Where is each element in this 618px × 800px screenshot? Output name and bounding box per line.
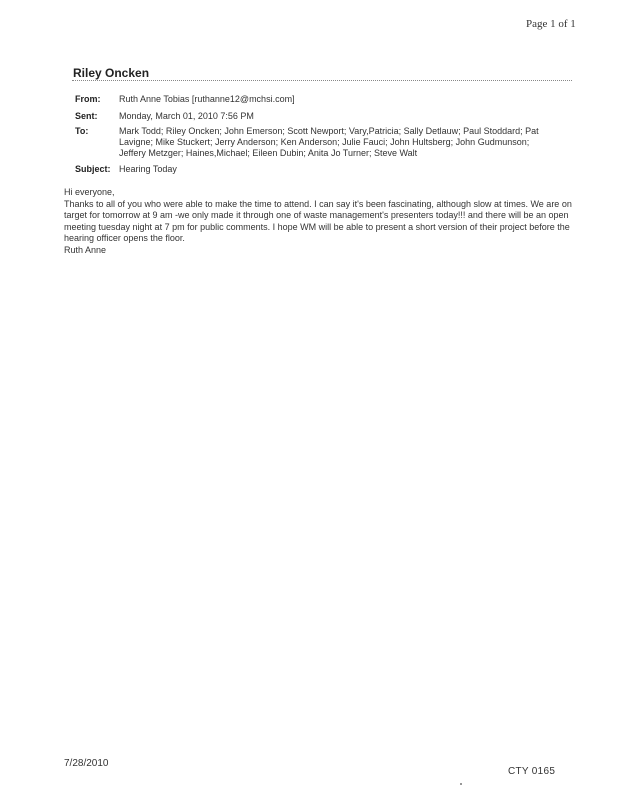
from-label: From:	[75, 94, 101, 104]
message-text: Thanks to all of you who were able to make the time to attend. I can say it's been fascinating, although slow at times. We are on target for tomorrow at 9 am -we only made it through one of waste management's presenters today!!! and there will be an open meeting tuesday night at 7 pm for public comments. I hope WM will be able to present a short version of their project before the hearing officer opens the floor.	[64, 198, 572, 243]
sender-name: Riley Oncken	[73, 66, 150, 80]
footer-date: 7/28/2010	[64, 758, 109, 769]
to-label: To:	[75, 126, 89, 136]
sent-label: Sent:	[75, 111, 98, 121]
signature: Ruth Anne	[64, 244, 107, 255]
from-value: Ruth Anne Tobias [ruthanne12@mchsi.com]	[119, 94, 295, 104]
greeting: Hi everyone,	[64, 187, 115, 197]
scan-mark	[460, 783, 462, 785]
sent-value: Monday, March 01, 2010 7:56 PM	[119, 111, 254, 121]
page-number: Page 1 of 1	[526, 18, 576, 30]
subject-value: Hearing Today	[119, 164, 177, 174]
document-id: CTY 0165	[508, 766, 556, 777]
header-divider	[72, 80, 572, 81]
to-value: Mark Todd; Riley Oncken; John Emerson; Scott Newport; Vary,Patricia; Sally Detlauw; Paul Stoddard; Pat Lavigne; Mike Stuckert; Jerry Anderson; Ken Anderson; Julie Fauci; John Hultsberg; John Gudmunson; Jeffery Metzger; Haines,Michael; Eileen Dubin; Anita Jo Turner; Steve Walt	[119, 126, 539, 158]
subject-label: Subject:	[75, 164, 111, 174]
message-body	[64, 187, 584, 256]
